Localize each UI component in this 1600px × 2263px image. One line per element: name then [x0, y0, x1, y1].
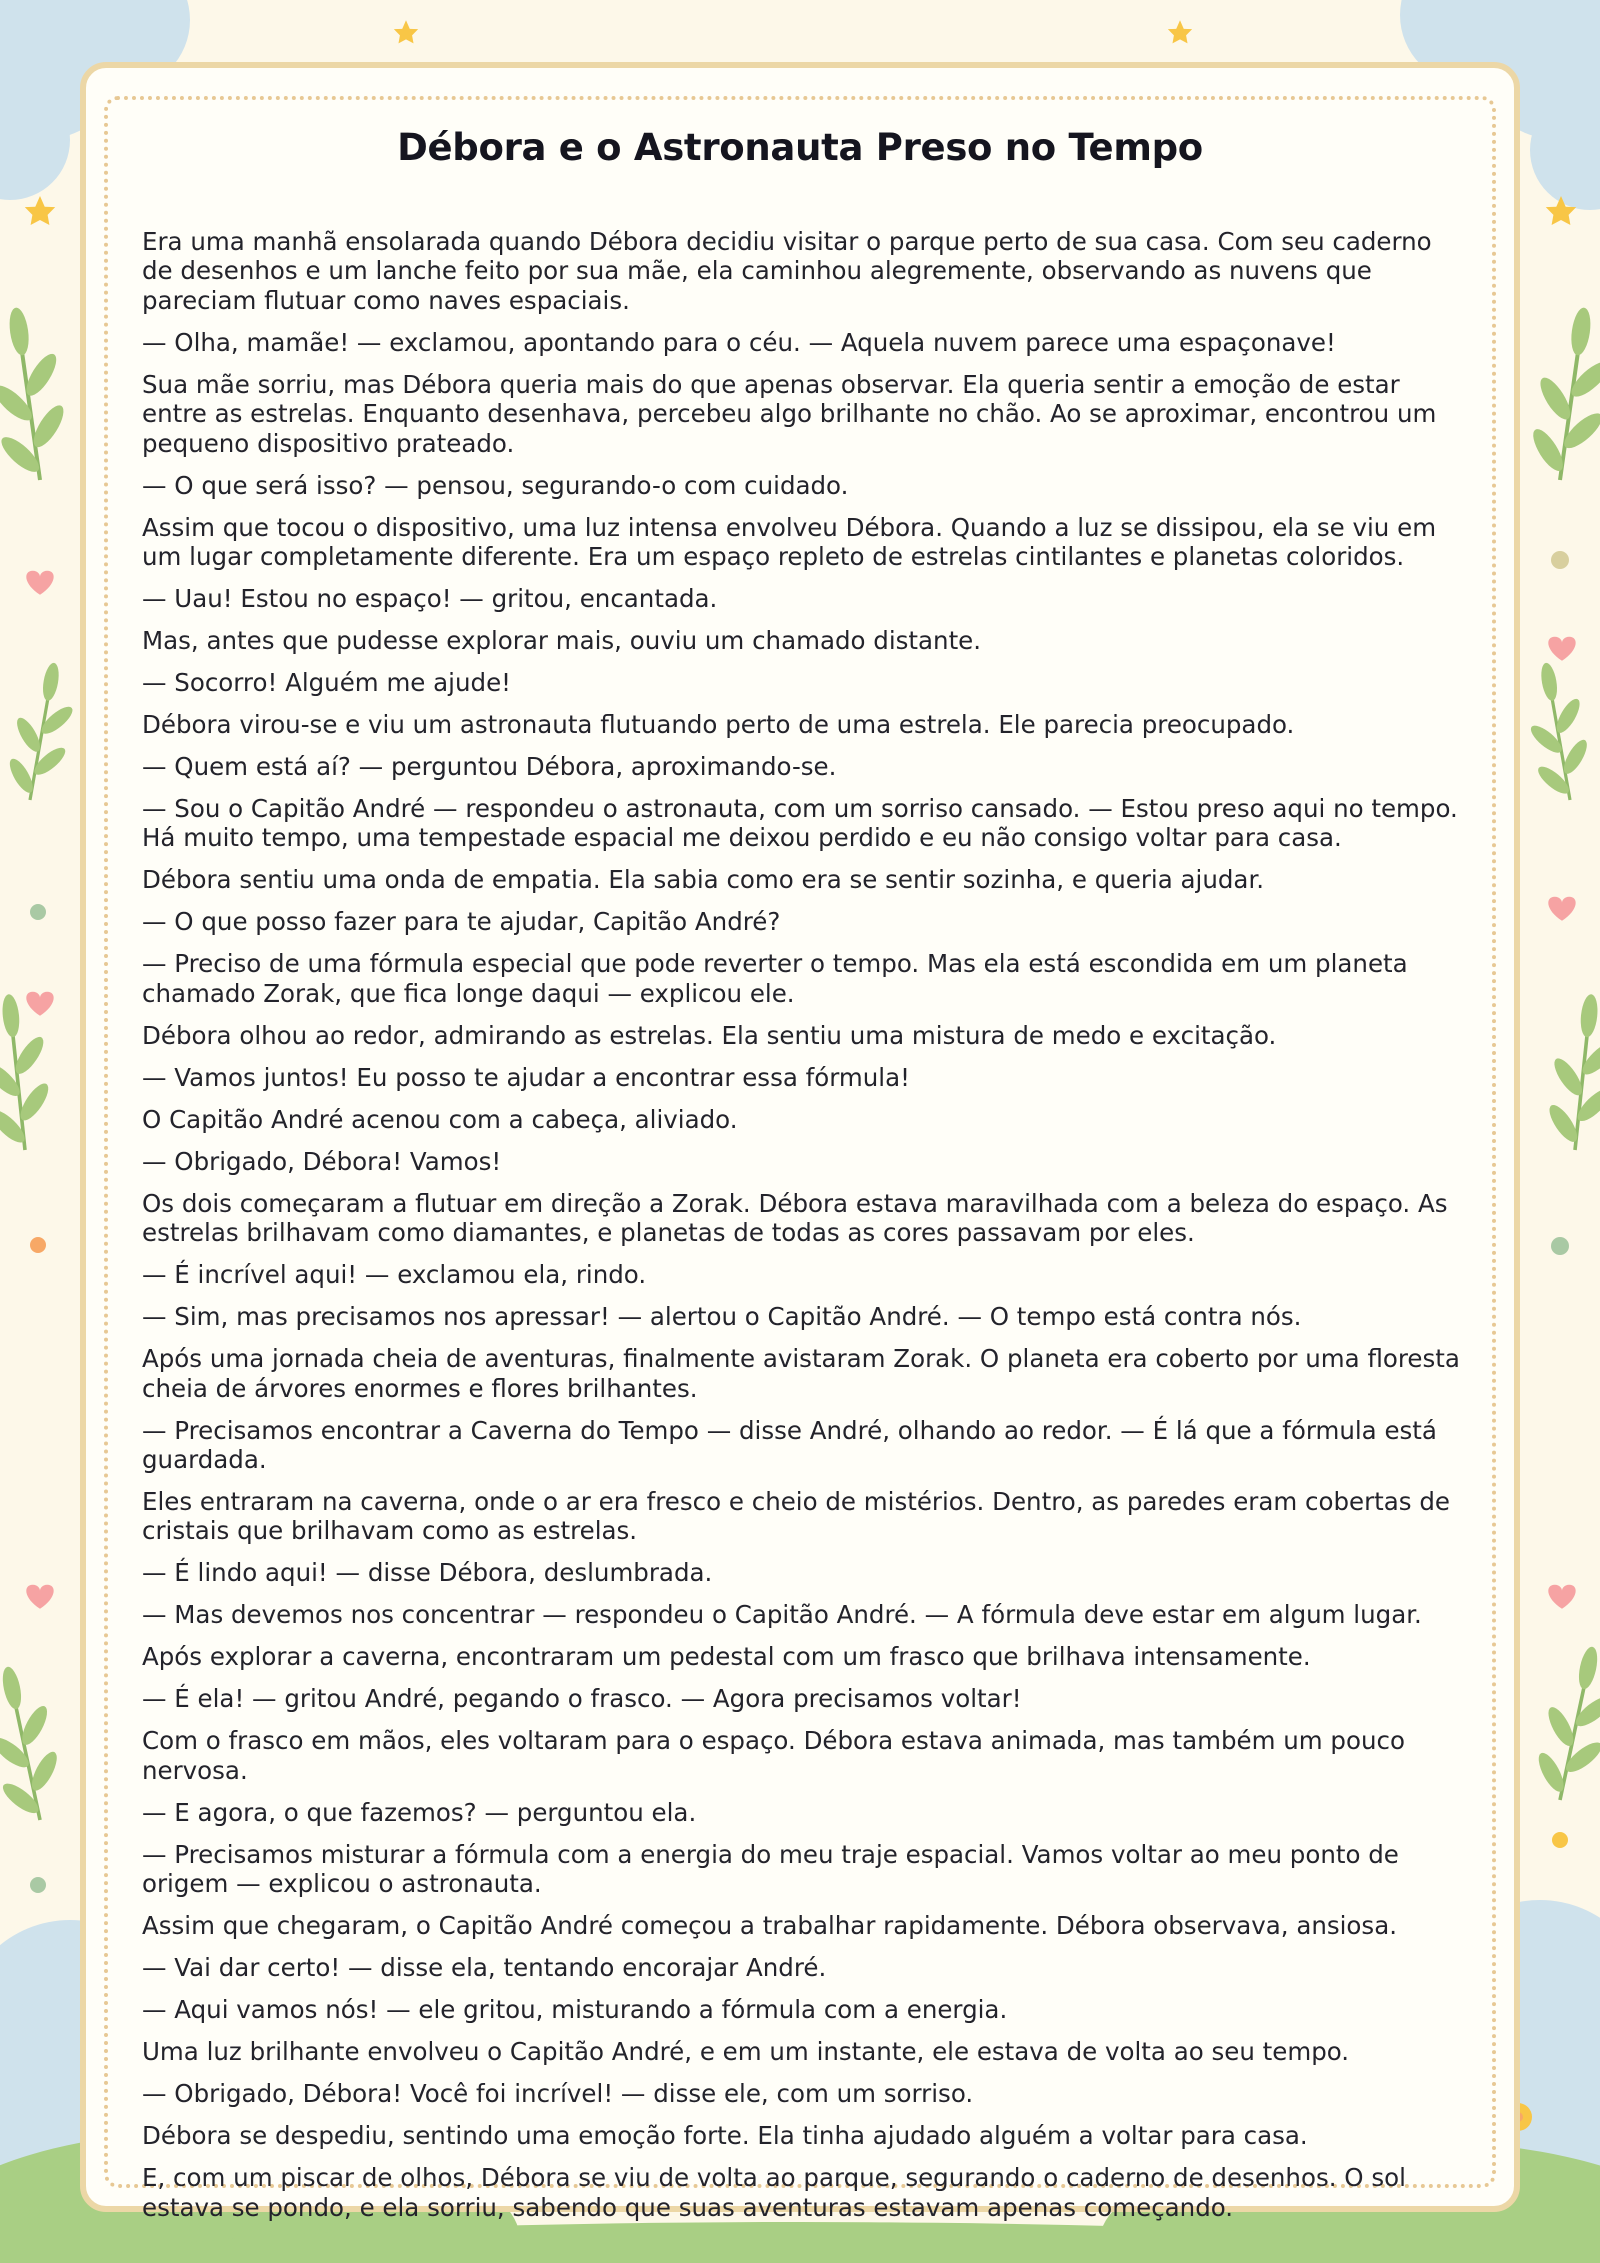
leaf-branch-icon [1516, 658, 1600, 806]
leaf-branch-icon [1522, 302, 1600, 485]
heart-icon [26, 571, 53, 595]
story-paragraph: Mas, antes que pudesse explorar mais, ouviu um chamado distante. [142, 626, 982, 656]
story-paragraph: — O que posso fazer para te ajudar, Capitão André? [142, 907, 781, 937]
story-paragraph: — É incrível aqui! — exclamou ela, rindo. [142, 1260, 647, 1290]
story-paragraph: — Aqui vamos nós! — ele gritou, misturando a fórmula com a energia. [142, 1995, 1008, 2025]
story-paragraph: — Olha, mamãe! — exclamou, apontando para o céu. — Aquela nuvem parece uma espaçonave! [142, 327, 1336, 357]
story-paragraph: Após explorar a caverna, encontraram um pedestal com um frasco que brilhava intensamente. [142, 1642, 1311, 1672]
story-paragraph: — Precisamos misturar a fórmula com a energia do meu traje espacial. Vamos voltar ao meu ponto de origem — explicou o astronauta. [142, 1839, 1399, 1899]
story-paragraph: O Capitão André acenou com a cabeça, aliviado. [142, 1104, 738, 1134]
story-body [142, 227, 1460, 2235]
story-paragraph: — É lindo aqui! — disse Débora, deslumbrada. [142, 1558, 713, 1588]
story-paragraph: — Obrigado, Débora! Você foi incrível! — disse ele, com um sorriso. [142, 2079, 974, 2109]
story-paragraph: — Quem está aí? — perguntou Débora, aproximando-se. [142, 752, 837, 782]
story-title: Débora e o Astronauta Preso no Tempo [397, 126, 1203, 169]
story-paragraph: Os dois começaram a flutuar em direção a Zorak. Débora estava maravilhada com a beleza do espaço. As estrelas brilhavam como diamantes, e planetas de todas as cores passavam por eles. [142, 1188, 1448, 1248]
star-icon [25, 196, 55, 225]
leaf-branch-icon [0, 991, 59, 1154]
star-icon [1168, 20, 1192, 43]
story-paragraph: — O que será isso? — pensou, segurando-o com cuidado. [142, 470, 849, 500]
story-paragraph: Após uma jornada cheia de aventuras, finalmente avistaram Zorak. O planeta era coberto por uma floresta cheia de árvores enormes e flores brilhantes. [142, 1344, 1460, 1403]
story-paragraph: E, com um piscar de olhos, Débora se viu de volta ao parque, segurando o caderno de desenhos. O sol estava se pondo, e ela sorriu, sabendo que suas aventuras estavam apenas começando. [142, 2163, 1406, 2222]
leaf-branch-icon [1541, 991, 1600, 1154]
story-paragraph: — Precisamos encontrar a Caverna do Tempo — disse André, olhando ao redor. — É lá que a fórmula está guardada. [142, 1415, 1437, 1475]
story-paragraph: — Socorro! Alguém me ajude! [142, 668, 511, 698]
star-icon [394, 20, 418, 43]
leaf-branch-icon [1526, 1640, 1600, 1808]
story-paragraph: — Vai dar certo! — disse ela, tentando encorajar André. [142, 1953, 827, 1983]
story-paragraph: Era uma manhã ensolarada quando Débora decidiu visitar o parque perto de sua casa. Com seu caderno de desenhos e um lanche feito por sua mãe, ela caminhou alegremente, observando as nuvens que pareciam flutuar como naves espaciais. [142, 227, 1432, 315]
story-paragraph: Com o frasco em mãos, eles voltaram para o espaço. Débora estava animada, mas também um pouco nervosa. [142, 1726, 1405, 1785]
heart-icon [26, 1585, 53, 1609]
story-paragraph: Débora virou-se e viu um astronauta flutuando perto de uma estrela. Ele parecia preocupado. [142, 710, 1295, 740]
story-paragraph: — Mas devemos nos concentrar — respondeu o Capitão André. — A fórmula deve estar em algum lugar. [142, 1600, 1422, 1630]
story-paragraph: — Obrigado, Débora! Vamos! [142, 1146, 502, 1176]
story-paragraph: — É ela! — gritou André, pegando o frasco. — Agora precisamos voltar! [142, 1684, 1022, 1714]
story-paragraph: Uma luz brilhante envolveu o Capitão André, e em um instante, ele estava de volta ao seu tempo. [142, 2037, 1350, 2067]
story-paragraph: — Uau! Estou no espaço! — gritou, encantada. [142, 584, 718, 614]
heart-icon [1548, 897, 1575, 921]
story-paragraph: Assim que tocou o dispositivo, uma luz intensa envolveu Débora. Quando a luz se dissipou, ela se viu em um lugar completamente diferente. Era um espaço repleto de estrelas cintilantes e planetas coloridos. [142, 512, 1437, 572]
story-paragraph: Eles entraram na caverna, onde o ar era fresco e cheio de mistérios. Dentro, as paredes eram cobertas de cristais que brilhavam como as estrelas. [142, 1487, 1450, 1546]
leaf-branch-icon [0, 1660, 74, 1828]
story-paragraph: Assim que chegaram, o Capitão André começou a trabalhar rapidamente. Débora observava, ansiosa. [142, 1911, 1397, 1941]
story-paragraph: — Sou o Capitão André — respondeu o astronauta, com um sorriso cansado. — Estou preso aqui no tempo. Há muito tempo, uma tempestade espacial me deixou perdido e eu não consigo voltar para casa. [142, 794, 1458, 853]
heart-icon [1548, 637, 1575, 661]
story-paragraph: Débora olhou ao redor, admirando as estrelas. Ela sentiu uma mistura de medo e excitação. [142, 1020, 1277, 1050]
heart-icon [26, 992, 53, 1016]
story-paragraph: — Preciso de uma fórmula especial que pode reverter o tempo. Mas ela está escondida em um planeta chamado Zorak, que fica longe daqui — explicou ele. [142, 949, 1408, 1008]
story-paragraph: — E agora, o que fazemos? — perguntou ela. [142, 1797, 697, 1827]
story-paragraph: Débora sentiu uma onda de empatia. Ela sabia como era se sentir sozinha, e queria ajudar. [142, 865, 1265, 895]
story-paragraph: — Vamos juntos! Eu posso te ajudar a encontrar essa fórmula! [142, 1062, 910, 1092]
leaf-branch-icon [0, 302, 78, 485]
story-paragraph: Débora se despediu, sentindo uma emoção forte. Ela tinha ajudado alguém a voltar para casa. [142, 2121, 1308, 2151]
leaf-branch-icon [0, 658, 84, 806]
heart-icon [1548, 1585, 1575, 1609]
story-paragraph: — Sim, mas precisamos nos apressar! — alertou o Capitão André. — O tempo está contra nós. [142, 1302, 1302, 1332]
story-paragraph: Sua mãe sorriu, mas Débora queria mais do que apenas observar. Ela queria sentir a emoção de estar entre as estrelas. Enquanto desenhava, percebeu algo brilhante no chão. Ao se aproximar, encontrou um pequeno dispositivo prateado. [142, 369, 1437, 458]
